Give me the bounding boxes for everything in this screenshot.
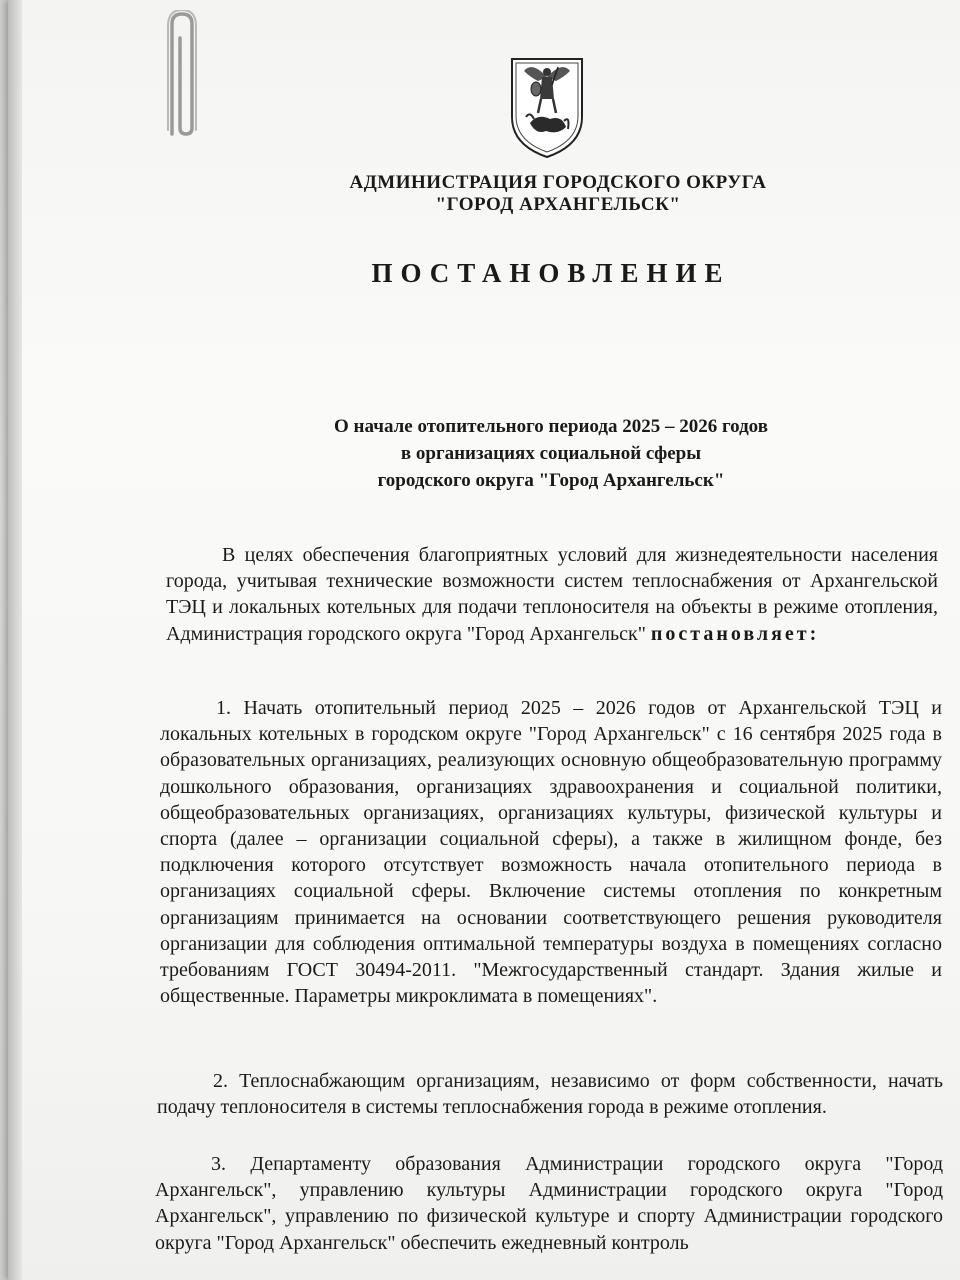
paperclip-icon <box>158 10 202 138</box>
document-type-heading: ПОСТАНОВЛЕНИЕ <box>371 258 731 288</box>
decree-title-line2: в организациях социальной сферы <box>400 443 702 464</box>
organization-name-line2: "ГОРОД АРХАНГЕЛЬСК" <box>435 194 681 215</box>
document-page <box>8 0 960 1280</box>
archangel-coat-of-arms-icon <box>508 55 586 159</box>
organization-name-line1: АДМИНИСТРАЦИЯ ГОРОДСКОГО ОКРУГА <box>349 172 767 193</box>
decree-item-3: 3. Департаменту образования Администрации городского округа "Город Архангельск", управлению культуры Администрации городского округа "Город Архангельск", управлению по физической культуре и спорту Администрации городского округа "Город Архангельск" обеспечить ежедневный контроль <box>155 1153 943 1254</box>
decree-item-1: 1. Начать отопительный период 2025 – 2026 годов от Архангельской ТЭЦ и локальных котельных в городском округе "Город Архангельск" с 16 сентября 2025 года в образовательных организациях, реализующих основную общеобразовательную программу дошкольного образования, организациях здравоохранения и социальной политики, общеобразовательных организациях, организациях культуры, физической культуры и спорта (далее – организации социальной сферы), а также в жилищном фонде, без подключения которого отсутствует возможность начала отопительного периода в организациях социальной сферы. Включение системы отопления по конкретным организациям принимается на основании соответствующего решения руководителя организации для соблюдения оптимальной температуры воздуха в помещениях согласно требованиям ГОСТ 30494-2011. "Межгосударственный стандарт. Здания жилые и общественные. Параметры микроклимата в помещениях". <box>160 697 942 1008</box>
preamble-keyword: постановляет: <box>650 622 820 645</box>
preamble-text: В целях обеспечения благоприятных условий для жизнедеятельности населения города, учитывая технические возможности систем теплоснабжения от Архангельской ТЭЦ и локальных котельных для подачи теплоносителя на объекты в режиме отопления, Администрация городского округа "Город Архангельск" <box>166 544 938 645</box>
decree-title-line1: О начале отопительного периода 2025 – 2026 годов <box>334 416 768 437</box>
decree-title-line3: городского округа "Город Архангельск" <box>377 470 725 491</box>
decree-item-2: 2. Теплоснабжающим организациям, независимо от форм собственности, начать подачу теплоносителя в системы теплоснабжения города в режиме отопления. <box>157 1070 943 1119</box>
preamble-paragraph <box>166 542 938 647</box>
